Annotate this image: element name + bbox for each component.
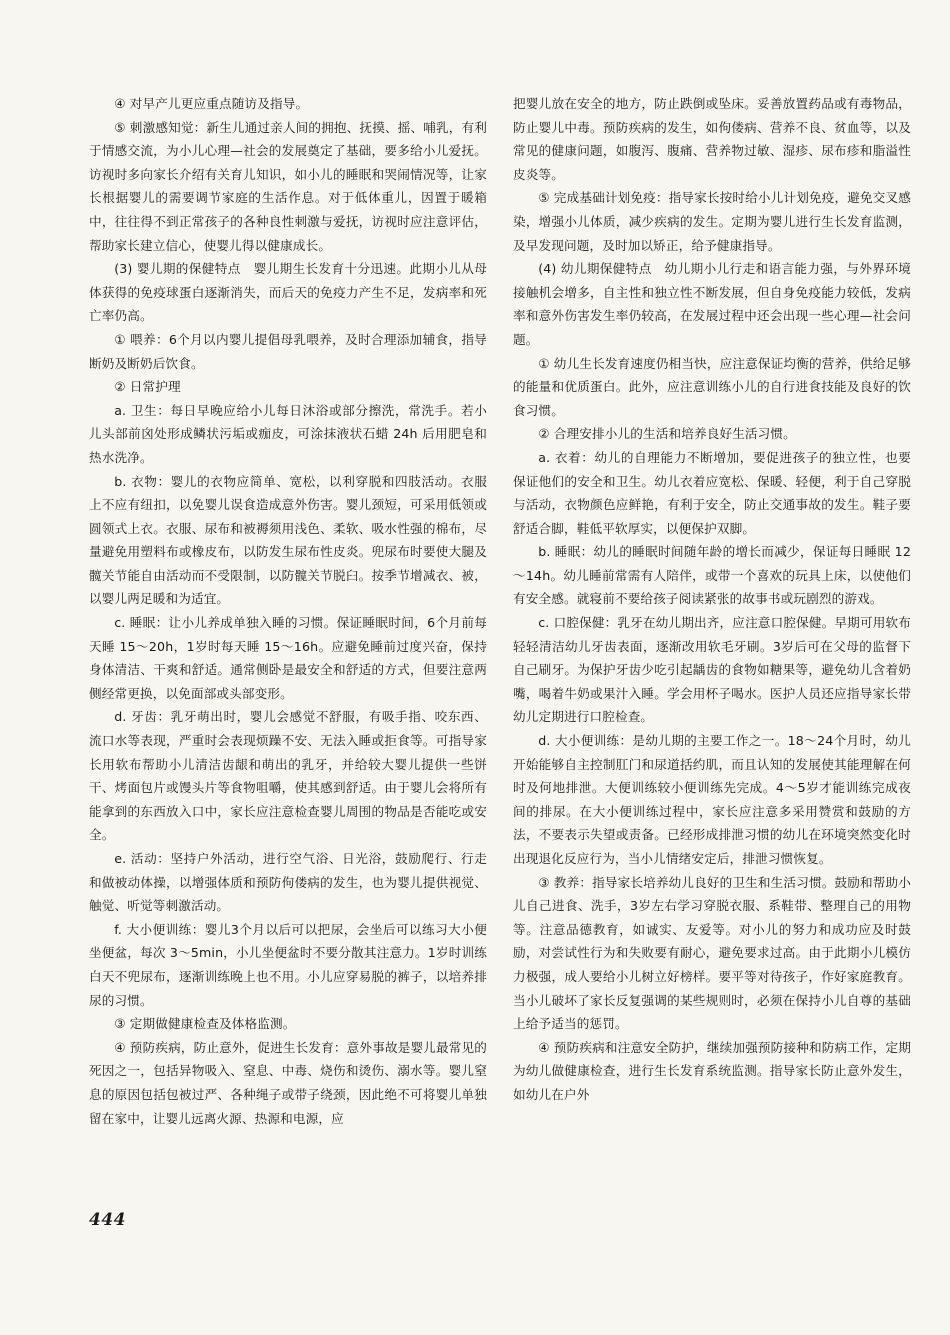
paragraph: ④ 预防疾病和注意安全防护，继续加强预防接种和防病工作，定期为幼儿做健康检查，进行生长发育系统监测。指导家长防止意外发生，如幼儿在户外 <box>513 1039 911 1102</box>
paragraph: d. 牙齿：乳牙萌出时，婴儿会感觉不舒服，有吸手指、咬东西、流口水等表现，严重时会表现烦躁不安、无法入睡或拒食等。可指导家长用软布帮助小儿清洁齿龈和萌出的乳牙，并给较大婴儿提供一些饼干、烤面包片或馒头片等食物咀嚼，使其感到舒适。由于婴儿会将所有能拿到的东西放入口中，家长应注意检查婴儿周围的物品是否能吃或安全。 <box>89 709 487 843</box>
page-number: 444 <box>89 1210 126 1230</box>
paragraph: a. 衣着：幼儿的自理能力不断增加，要促进孩子的独立性，也要保证他们的安全和卫生。幼儿衣着应宽松、保暖、轻便，利于自己穿脱与活动，衣物颜色应鲜艳，有利于安全，防止交通事故的发生。鞋子要舒适合脚，鞋低平软厚实，以便保护双脚。 <box>513 449 911 536</box>
paragraph: ④ 预防疾病，防止意外，促进生长发育：意外事故是婴儿最常见的死因之一，包括异物吸入、窒息、中毒、烧伤和烫伤、溺水等。婴儿窒息的原因包括包被过严、各种绳子或带子绕颈，因此绝不可将婴儿单独留在家中，让婴儿远离火源、热源和电源，应 <box>89 1039 487 1126</box>
left-text-column <box>89 92 487 1130</box>
section-heading-infancy: (3) 婴儿期的保健特点 婴儿期生长发育十分迅速。此期小儿从母体获得的免疫球蛋白逐渐消失，而后天的免疫力产生不足，发病率和死亡率仍高。 <box>89 261 487 324</box>
paragraph: c. 睡眠：让小儿养成单独入睡的习惯。保证睡眠时间，6个月前每天睡 15～20h，1岁时每天睡 15～16h。应避免睡前过度兴奋，保持身体清洁、干爽和舒适。通常侧卧是最安全和舒适的方式，但要注意两侧经常更换，以免面部或头部变形。 <box>89 615 487 701</box>
paragraph: ③ 教养：指导家长培养幼儿良好的卫生和生活习惯。鼓励和帮助小儿自己进食、洗手，3岁左右学习穿脱衣服、系鞋带、整理自己的用物等。注意品德教育，如诚实、友爱等。对小儿的努力和成功应及时鼓励，对尝试性行为和失败要有耐心，避免要求过高。由于此期小儿模仿力极强，成人要给小儿树立好榜样。要平等对待孩子，作好家庭教育。当小儿破坏了家长反复强调的某些规则时，必须在保持小儿自尊的基础上给予适当的惩罚。 <box>513 874 911 1032</box>
paragraph: ① 喂养：6个月以内婴儿提倡母乳喂养，及时合理添加辅食，指导断奶及断奶后饮食。 <box>89 331 487 371</box>
paragraph: d. 大小便训练：是幼儿期的主要工作之一。18～24个月时，幼儿开始能够自主控制肛门和尿道括约肌，而且认知的发展使其能理解在何时及何地排泄。大便训练较小便训练先完成。4～5岁才能训练完成夜间的排尿。在大小便训练过程中，家长应注意多采用赞赏和鼓励的方法，不要表示失望或责备。已经形成排泄习惯的幼儿在环境突然变化时出现退化反应行为，当小儿情绪安定后，排泄习惯恢复。 <box>513 733 911 866</box>
paragraph: c. 口腔保健：乳牙在幼儿期出齐，应注意口腔保健。早期可用软布轻轻清洁幼儿牙齿表面，逐渐改用软毛牙刷。3岁后可在父母的监督下自己刷牙。为保护牙齿少吃引起龋齿的食物如糖果等，避免幼儿含着奶嘴，喝着牛奶或果汁入睡。学会用杯子喝水。医护人员还应指导家长带幼儿定期进行口腔检查。 <box>513 615 911 725</box>
paragraph: ③ 定期做健康检查及体格监测。 <box>114 1016 296 1032</box>
paragraph: ⑤ 完成基础计划免疫：指导家长按时给小儿计划免疫，避免交叉感染，增强小儿体质，减少疾病的发生。定期为婴儿进行生长发育监测，及早发现问题，及时加以矫正，给予健康指导。 <box>513 190 911 253</box>
paragraph: ④ 对早产儿更应重点随访及指导。 <box>114 96 309 111</box>
paragraph: b. 衣物：婴儿的衣物应简单、宽松，以利穿脱和四肢活动。衣服上不应有纽扣，以免婴儿误食造成意外伤害。婴儿颈短，可采用低领或圆领式上衣。衣服、尿布和被褥须用浅色、柔软、吸水性强的棉布，尽量避免用塑料布或橡皮布，以防发生尿布性皮炎。兜尿布时要使大腿及髋关节能自由活动而不受限制，以防髋关节脱臼。按季节增减衣、被，以婴儿两足暖和为适宜。 <box>89 473 487 607</box>
subheading-daily-care: ② 日常护理 <box>114 379 181 395</box>
paragraph: f. 大小便训练：婴儿3个月以后可以把尿，会坐后可以练习大小便坐便盆，每次 3～5min，小儿坐便盆时不要分散其注意力。1岁时训练白天不兜尿布，逐渐训练晚上也不用。小儿应穿易脱的裤子，以培养排尿的习惯。 <box>89 921 487 1008</box>
paragraph-continued: 把婴儿放在安全的地方，防止跌倒或坠床。妥善放置药品或有毒物品，防止婴儿中毒。预防疾病的发生，如佝偻病、营养不良、贫血等，以及常见的健康问题，如腹泻、腹痛、营养物过敏、湿疹、尿布疹和脂溢性皮炎等。 <box>513 96 911 182</box>
paragraph: e. 活动：坚持户外活动，进行空气浴、日光浴，鼓励爬行、行走和做被动体操，以增强体质和预防佝偻病的发生，也为婴儿提供视觉、触觉、听觉等刺激活动。 <box>89 851 487 914</box>
subheading-daily-habits: ② 合理安排小儿的生活和培养良好生活习惯。 <box>538 426 796 442</box>
paragraph: a. 卫生：每日早晚应给小儿每日沐浴或部分擦洗，常洗手。若小儿头部前囟处形成鳞状污垢或痂皮，可涂抹液状石蜡 24h 后用肥皂和热水洗净。 <box>89 402 487 465</box>
paragraph: ⑤ 刺激感知觉：新生儿通过亲人间的拥抱、抚摸、摇、哺乳，有利于情感交流，为小儿心理—社会的发展奠定了基础，要多给小儿爱抚。访视时多向家长介绍有关育儿知识，如小儿的睡眠和哭闹情况等，让家长根据婴儿的需要调节家庭的生活作息。对于低体重儿，因置于暖箱中，往往得不到正常孩子的各种良性刺激与爱抚，访视时应注意评估，帮助家长建立信心，使婴儿得以健康成长。 <box>89 119 487 253</box>
paragraph: ① 幼儿生长发育速度仍相当快，应注意保证均衡的营养，供给足够的能量和优质蛋白。此外，应注意训练小儿的自行进食技能及良好的饮食习惯。 <box>513 355 911 418</box>
section-heading-toddler: (4) 幼儿期保健特点 幼儿期小儿行走和语言能力强，与外界环境接触机会增多，自主性和独立性不断发展，但自身免疫能力较低，发病率和意外伤害发生率仍较高，在发展过程中还会出现一些心理—社会问题。 <box>513 261 911 347</box>
right-text-column <box>513 92 911 1107</box>
paragraph: b. 睡眠：幼儿的睡眠时间随年龄的增长而减少，保证每日睡眠 12～14h。幼儿睡前常需有人陪伴，或带一个喜欢的玩具上床，以使他们有安全感。就寝前不要给孩子阅读紧张的故事书或玩剧烈的游戏。 <box>513 544 911 607</box>
